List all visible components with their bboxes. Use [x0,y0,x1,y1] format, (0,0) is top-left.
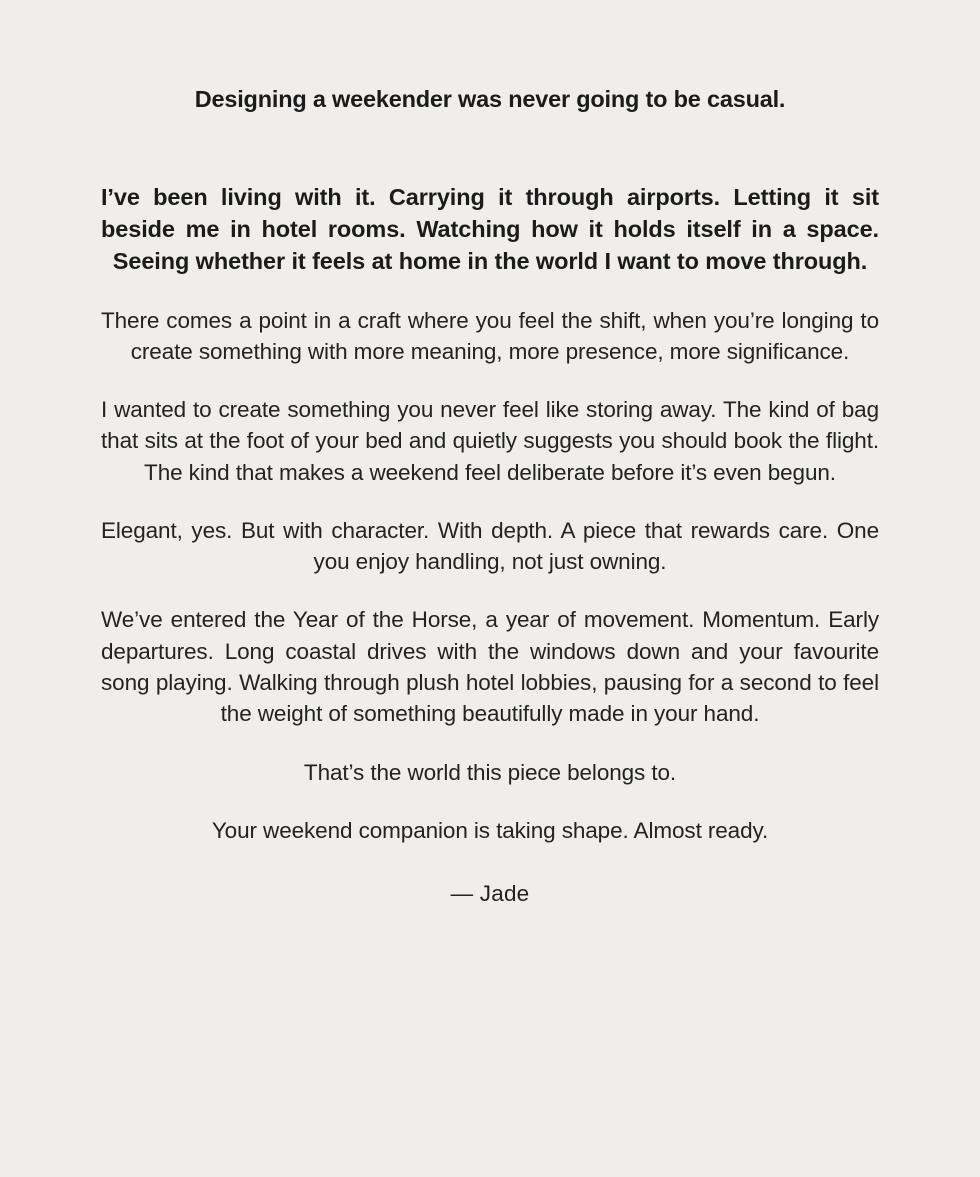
body-paragraph-4: We’ve entered the Year of the Horse, a year of movement. Momentum. Early departures. Long coastal drives with the windows down and your favourite song playing. Walking through plush hotel lobbies, pausing for a second to feel the weight of something beautifully made in your hand. [101,607,879,727]
closing-line-2: Your weekend companion is taking shape. Almost ready. [211,817,769,843]
body-paragraph-1: There comes a point in a craft where you feel the shift, when you’re longing to create something with more meaning, more presence, more significance. [101,307,879,364]
body-paragraph-3: Elegant, yes. But with character. With depth. A piece that rewards care. One you enjoy handling, not just owning. [101,517,879,575]
signature: — Jade [450,881,530,907]
closing-line-1: That’s the world this piece belongs to. [303,759,677,785]
body-paragraph-2: I wanted to create something you never feel like storing away. The kind of bag that sits at the foot of your bed and quietly suggests you should book the flight. The kind that makes a weekend feel deliberate before it’s even begun. [101,397,879,485]
page-title: Designing a weekender was never going to be casual. [194,86,786,112]
lede-paragraph: I’ve been living with it. Carrying it through airports. Letting it sit beside me in hotel rooms. Watching how it holds itself in a space. Seeing whether it feels at home in the world I want to move through. [101,183,879,274]
